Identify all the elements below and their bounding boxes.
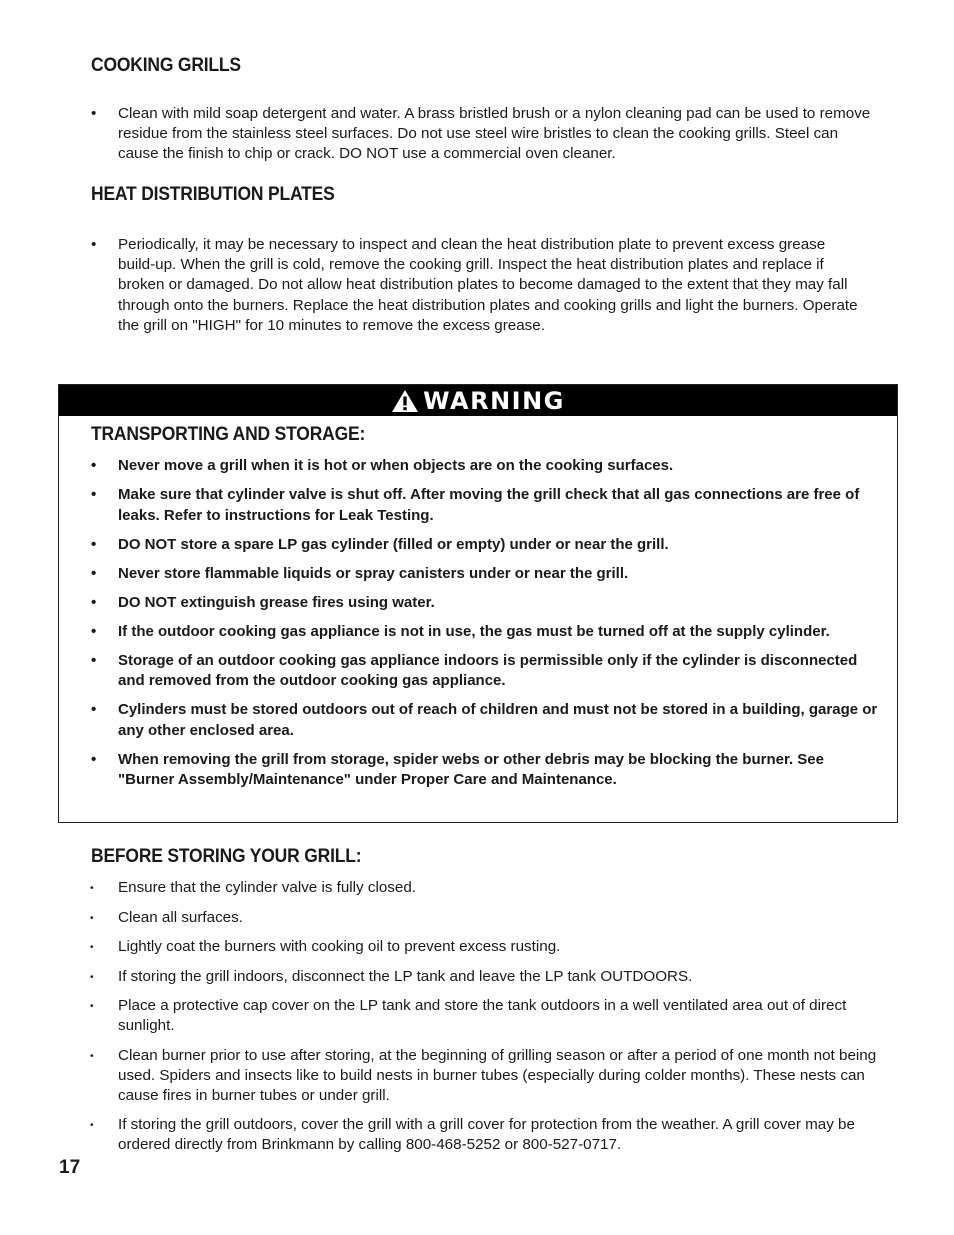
list-item [0, 535, 880, 556]
bullet-icon: • [91, 651, 97, 669]
bullet-icon: • [90, 1120, 94, 1131]
list-item-text: Clean burner prior to use after storing, at the beginning of grilling season or after a period of one month not being used. Spiders and insects like to build nests in burner tubes (especially during colder months). These nests can cause fires in burner tubes or under grill. [118, 1046, 877, 1104]
list-item [0, 235, 862, 336]
bullet-icon: • [91, 750, 97, 768]
list-item [0, 1046, 880, 1106]
list-item-text: When removing the grill from storage, spider webs or other debris may be blocking the burner. See "Burner Assembly/Maintenance" under Proper Care and Maintenance. [118, 750, 824, 788]
list-item-text: If the outdoor cooking gas appliance is not in use, the gas must be turned off at the supply cylinder. [118, 622, 830, 640]
list-item-text: Place a protective cap cover on the LP tank and store the tank outdoors in a well ventilated area out of direct sunlight. [118, 997, 847, 1034]
page-number: 17 [59, 1157, 81, 1178]
list-item-text: Cylinders must be stored outdoors out of reach of children and must not be stored in a building, garage or any other enclosed area. [118, 701, 878, 739]
list-item-text: Clean with mild soap detergent and water. A brass bristled brush or a nylon cleaning pad can be used to remove residue from the stainless steel surfaces. Do not use steel wire bristles to clean the cooking grills. Steel can cause the finish to chip or crack. DO NOT use a commercial oven cleaner. [118, 105, 871, 163]
list-item [0, 104, 880, 165]
list-item-text: Never store flammable liquids or spray canisters under or near the grill. [118, 564, 629, 582]
list-item [0, 878, 880, 898]
list-item [0, 967, 880, 987]
bullet-icon: • [90, 912, 94, 924]
bullet-icon: • [90, 971, 94, 983]
bullet-icon: • [91, 236, 97, 253]
list-item [0, 996, 880, 1036]
list-item [0, 937, 880, 957]
warning-label: WARNING [423, 386, 565, 415]
list-item [0, 485, 880, 526]
bullet-icon: • [91, 564, 97, 582]
list-item-text: Make sure that cylinder valve is shut off. After moving the grill check that all gas connections are free of leaks. Refer to instructions for Leak Testing. [118, 486, 860, 524]
warning-banner [59, 385, 897, 416]
list-item [0, 456, 880, 477]
heat-distribution-heading: HEAT DISTRIBUTION PLATES [91, 184, 335, 205]
bullet-icon: • [91, 593, 97, 611]
warning-triangle-icon [391, 389, 419, 413]
list-item [0, 908, 880, 928]
bullet-icon: • [90, 1050, 94, 1062]
bullet-icon: • [90, 883, 94, 894]
bullet-icon: • [90, 942, 94, 953]
bullet-icon: • [91, 105, 97, 122]
cooking-grills-heading: COOKING GRILLS [91, 55, 241, 76]
list-item-text: Storage of an outdoor cooking gas appliance indoors is permissible only if the cylinder is disconnected and removed from the outdoor cooking gas appliance. [118, 651, 858, 689]
list-item-text: Never move a grill when it is hot or when objects are on the cooking surfaces. [118, 457, 674, 474]
bullet-icon: • [91, 622, 97, 640]
transporting-storage-heading: TRANSPORTING AND STORAGE: [91, 424, 366, 445]
bullet-icon: • [91, 457, 97, 474]
list-item [0, 593, 880, 614]
list-item-text: Ensure that the cylinder valve is fully closed. [118, 879, 416, 896]
list-item-text: Lightly coat the burners with cooking oil to prevent excess rusting. [118, 938, 561, 955]
list-item [0, 700, 880, 741]
cooking-grills-list [0, 104, 880, 165]
bullet-icon: • [91, 701, 97, 718]
list-item-text: If storing the grill outdoors, cover the grill with a grill cover for protection from the weather. A grill cover may be ordered directly from Brinkmann by calling 800-468-5252 or 800-527-0717. [118, 1116, 855, 1153]
heat-distribution-list [0, 235, 862, 336]
list-item-text: DO NOT store a spare LP gas cylinder (filled or empty) under or near the grill. [118, 535, 669, 553]
before-storing-list [0, 878, 880, 1165]
list-item-text: If storing the grill indoors, disconnect the LP tank and leave the LP tank OUTDOORS. [118, 967, 693, 985]
list-item [0, 1115, 880, 1155]
list-item [0, 750, 880, 791]
list-item-text: Clean all surfaces. [118, 908, 243, 926]
list-item [0, 651, 880, 692]
list-item-text: DO NOT extinguish grease fires using water. [118, 593, 435, 611]
bullet-icon: • [91, 535, 97, 553]
list-item [0, 564, 880, 585]
bullet-icon: • [91, 486, 97, 503]
before-storing-heading: BEFORE STORING YOUR GRILL: [91, 846, 362, 867]
warning-list [0, 456, 880, 799]
bullet-icon: • [90, 1001, 94, 1012]
list-item [0, 622, 880, 643]
list-item-text: Periodically, it may be necessary to inspect and clean the heat distribution plate to prevent excess grease build-up. When the grill is cold, remove the cooking grill. Inspect the heat distribution plates and replace if broken or damaged. Do not allow heat distribution plates to become damaged to the extent that they may fall through onto the burners. Replace the heat distribution plates and cooking grills and light the burners. Operate the grill on "HIGH" for 10 minutes to remove the excess grease. [118, 236, 858, 334]
